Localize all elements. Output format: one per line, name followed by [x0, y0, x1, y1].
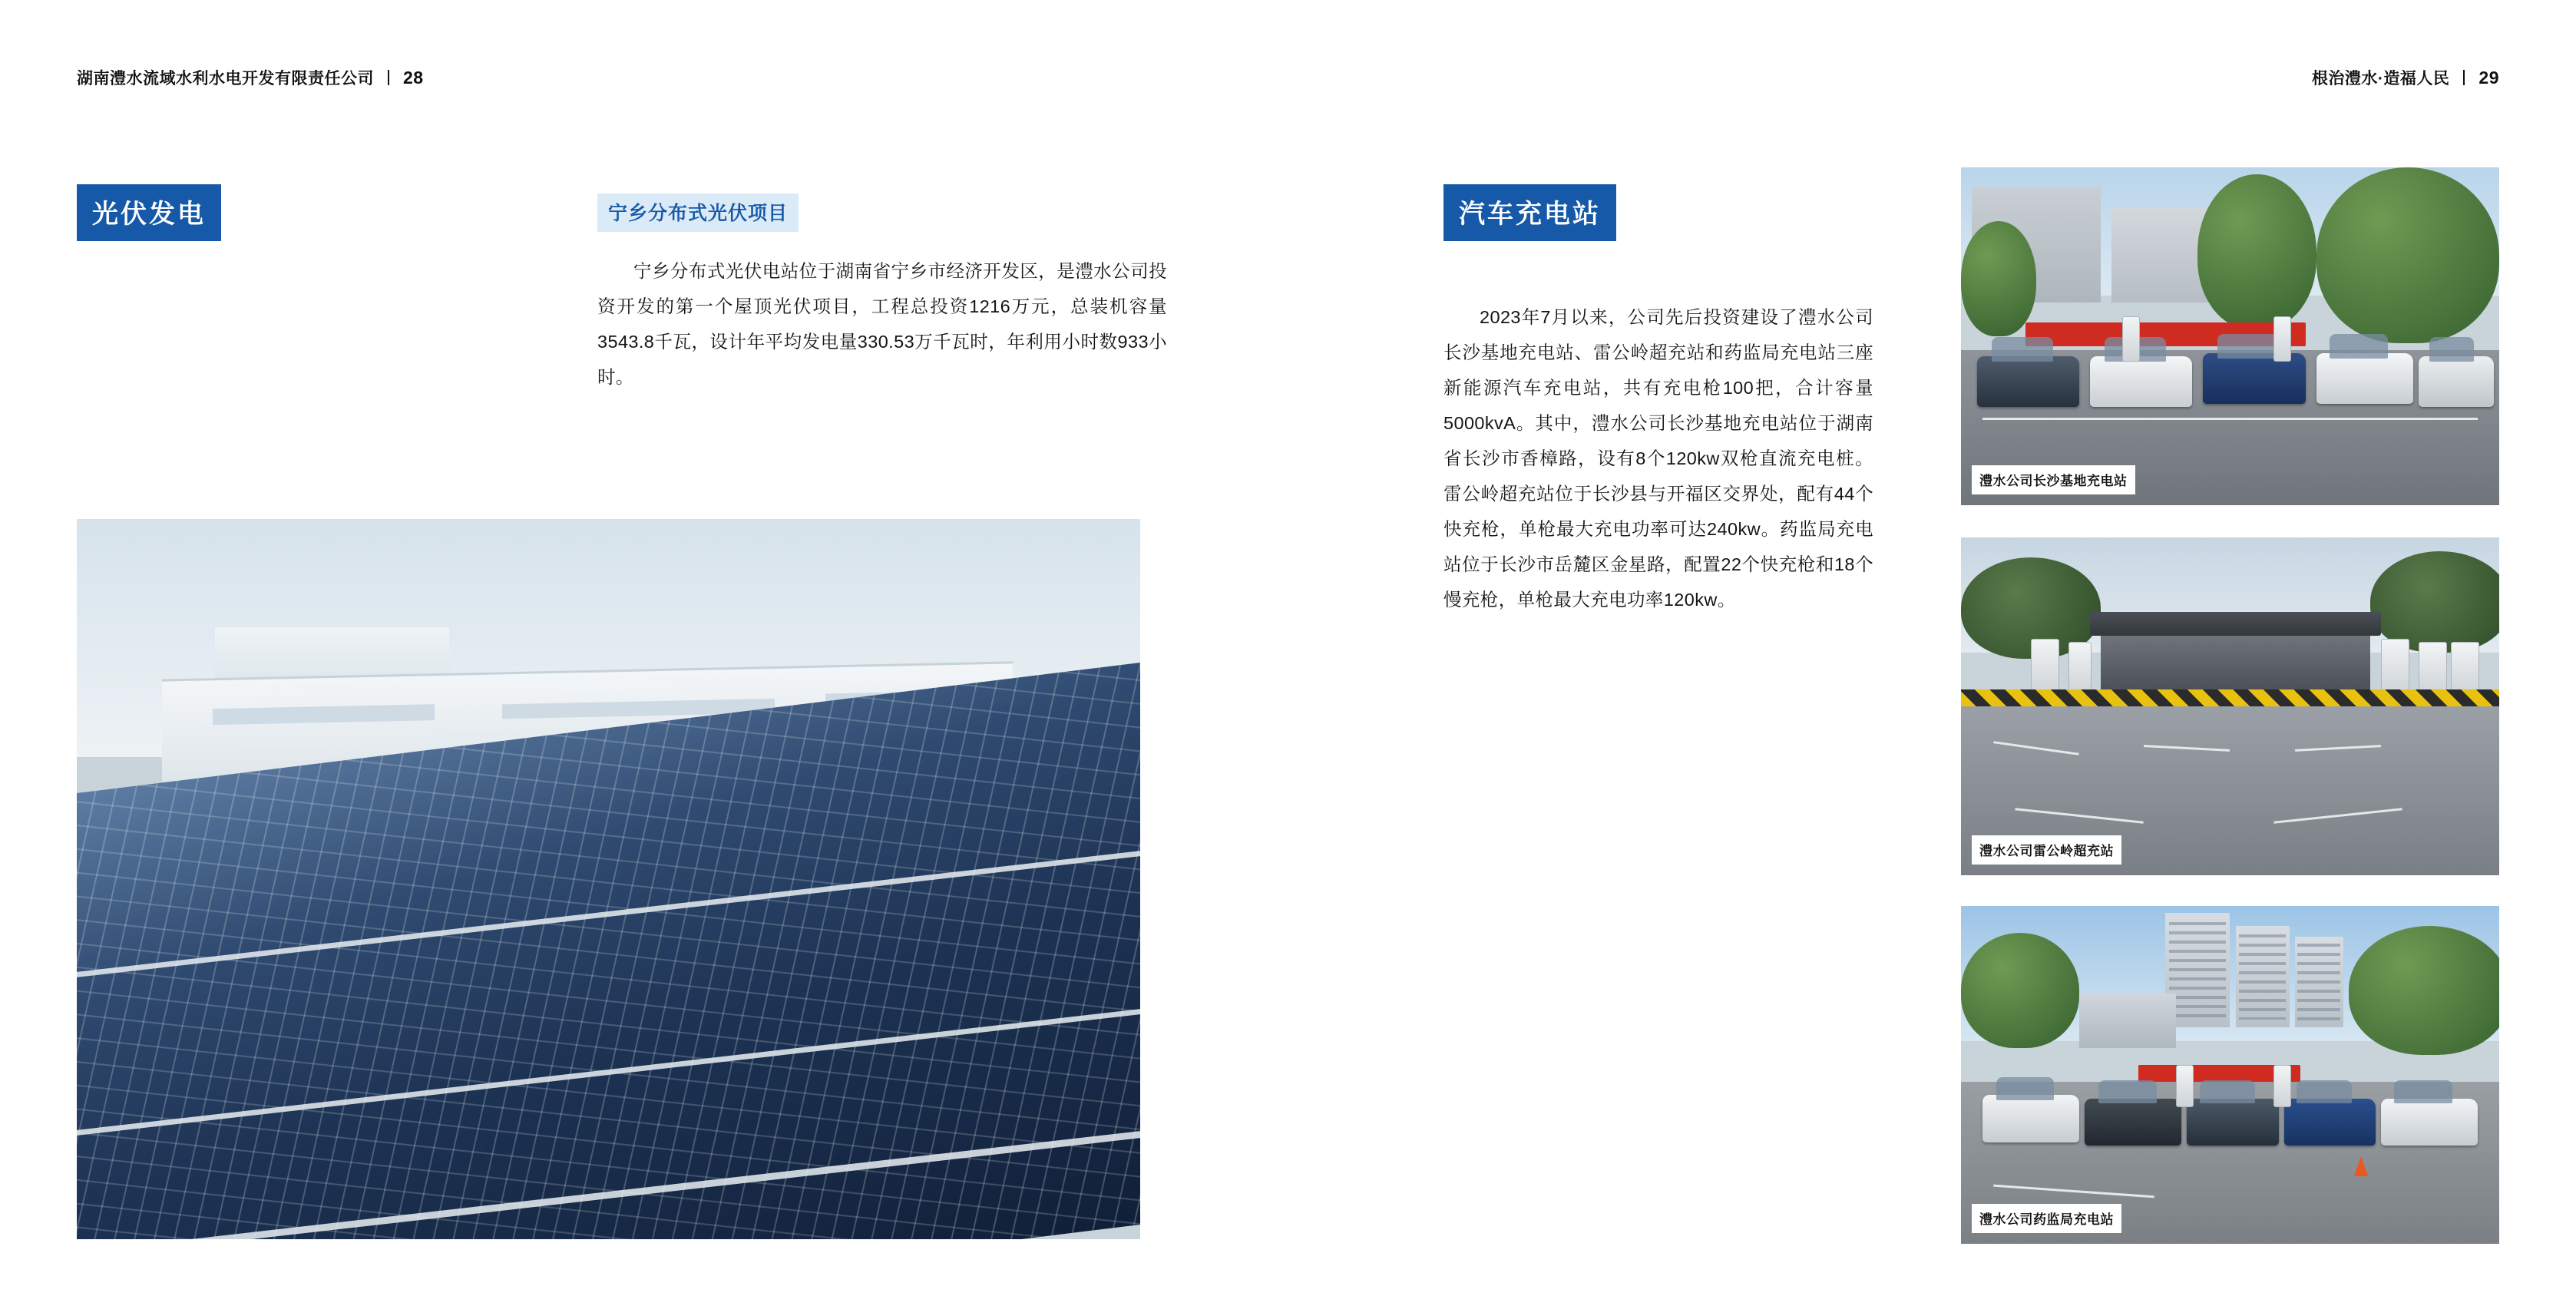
photo-tree [2370, 551, 2499, 653]
photo-caption: 澧水公司雷公岭超充站 [1972, 835, 2121, 865]
photo-charger-cabinet [2068, 642, 2092, 694]
photo-hazard-stripe [1961, 689, 2499, 706]
project-subtitle-label: 宁乡分布式光伏项目 [608, 203, 789, 224]
photo-tree [1961, 221, 2036, 336]
photo-tree [2316, 167, 2499, 343]
section-title-photovoltaic [77, 184, 221, 241]
photo-leigongling-station [1961, 537, 2499, 875]
photo-tree [1961, 933, 2079, 1048]
photo-car [1977, 356, 2079, 407]
right-running-head [2312, 66, 2499, 89]
photo-tree [2349, 926, 2499, 1054]
photo-charger-post [2273, 1065, 2291, 1107]
photo-charger-cabinet [2031, 639, 2059, 694]
photo-car [2187, 1099, 2278, 1146]
right-running-head-text: 根治澧水·造福人民 [2311, 70, 2450, 88]
section-title-photovoltaic-label: 光伏发电 [92, 200, 206, 229]
photo-building-window [213, 704, 434, 725]
photo-car [2316, 353, 2413, 404]
photo-changsha-base-station [1961, 167, 2499, 505]
photo-charger-post [2176, 1065, 2194, 1107]
right-body-paragraph: 2023年7月以来，公司先后投资建设了澧水公司长沙基地充电站、雷公岭超充站和药监局充电站三座新能源汽车充电站，共有充电枪100把，合计容量5000kvA。其中，澧水公司长沙基地充电站位于湖南省长沙市香樟路，设有8个120kw双枪直流充电桩。雷公岭超充站位于长沙县与开福区交界处，配有44个快充枪，单枪最大充电功率可达240kw。药监局充电站位于长沙市岳麓区金星路，配置22个快充枪和18个慢充枪，单枪最大充电功率120kw。 [1443, 307, 1873, 610]
photo-charger-post [2273, 316, 2291, 362]
photo-charger-post [2122, 316, 2140, 362]
photo-tree [2197, 174, 2316, 329]
right-page-number: 29 [2478, 67, 2499, 88]
photo-car [2090, 356, 2192, 407]
left-page-number: 28 [403, 67, 424, 88]
photo-building [2111, 208, 2208, 303]
section-title-charging-station-label: 汽车充电站 [1459, 200, 1601, 229]
left-body-text [597, 253, 1167, 395]
photo-charger-cabinet [2381, 639, 2409, 694]
photo-parking-line [1982, 418, 2478, 420]
left-running-head [77, 66, 424, 89]
photo-solar-rooftop [77, 519, 1140, 1239]
photo-yaojianju-station [1961, 906, 2499, 1244]
photo-station-structure [2101, 636, 2370, 689]
photo-highrise [2236, 926, 2290, 1027]
running-head-divider [388, 70, 389, 85]
photo-car [2381, 1099, 2478, 1146]
photo-canopy [2090, 612, 2381, 636]
left-running-head-text: 湖南澧水流域水利水电开发有限责任公司 [77, 70, 374, 88]
photo-car [1982, 1095, 2079, 1142]
photo-caption: 澧水公司药监局充电站 [1972, 1204, 2121, 1233]
photo-car [2419, 356, 2494, 407]
running-head-divider [2463, 70, 2465, 85]
photo-charger-cabinet [2451, 642, 2479, 694]
right-body-text [1443, 299, 1873, 617]
photo-building [2079, 994, 2176, 1047]
section-title-charging-station [1443, 184, 1616, 241]
photo-car [2284, 1099, 2376, 1146]
photo-caption: 澧水公司长沙基地充电站 [1972, 465, 2135, 494]
photo-highrise [2295, 937, 2343, 1028]
photo-traffic-cone [2354, 1156, 2368, 1176]
left-body-paragraph: 宁乡分布式光伏电站位于湖南省宁乡市经济开发区，是澧水公司投资开发的第一个屋顶光伏项目，工程总投资1216万元，总装机容量3543.8千瓦，设计年平均发电量330.53万千瓦时，年利用小时数933小时。 [597, 261, 1167, 387]
photo-car [2085, 1099, 2181, 1146]
photo-charger-cabinet [2419, 642, 2447, 694]
project-subtitle [597, 193, 799, 232]
